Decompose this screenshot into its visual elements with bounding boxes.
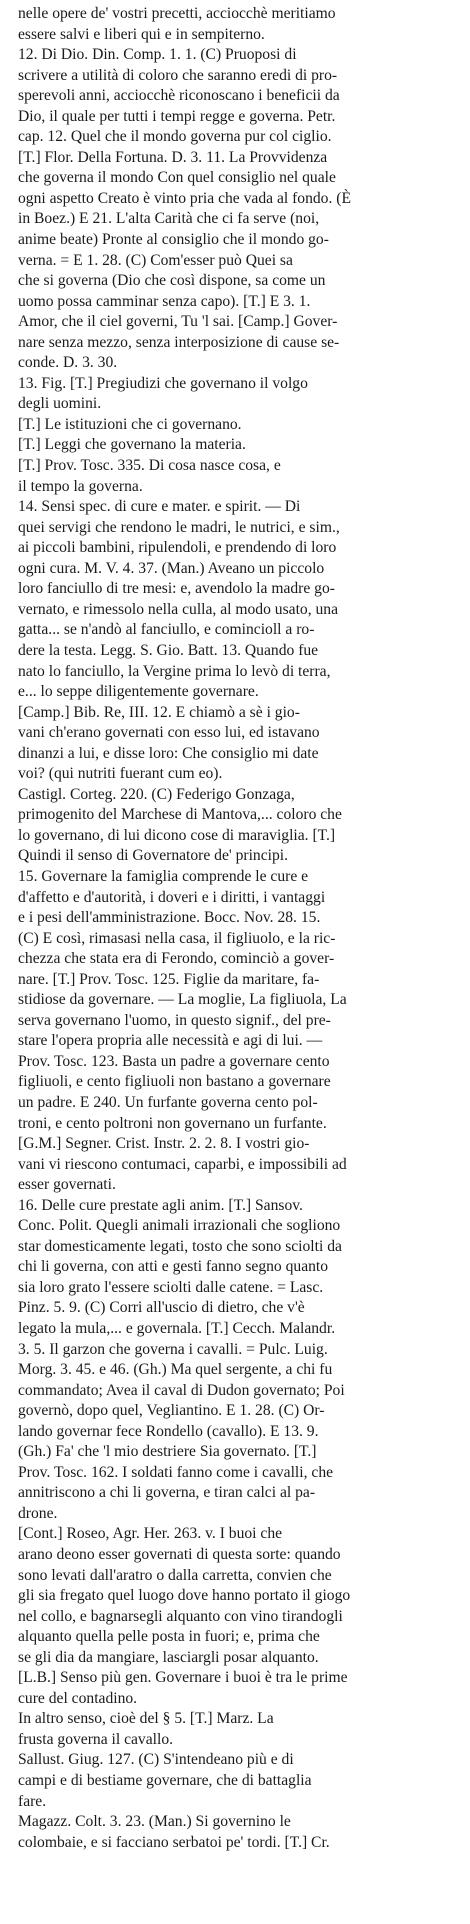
text-line: loro fanciullo di tre mesi: e, avendolo la madre go-: [18, 580, 335, 598]
text-line: se gli dia da mangiare, lasciargli posar alquanto.: [18, 1648, 319, 1666]
text-line: anime beate) Pronte al consiglio che il mondo go-: [18, 231, 329, 249]
text-line: vernato, e rimessolo nella culla, al modo usato, una: [18, 600, 339, 618]
text-line: alquanto quella pelle posta in fuori; e, prima che: [18, 1628, 320, 1646]
text-line: stare l'opera propria alle necessità e agi di lui. —: [18, 1032, 323, 1050]
text-line: che governa il mondo Con quel consiglio nel quale: [18, 169, 336, 187]
text-line: stidiose da governare. — La moglie, La figliuola, La: [18, 991, 347, 1009]
text-line: governò, dopo quel, Vegliantino. E 1. 28. (C) Or-: [18, 1402, 325, 1420]
text-line: [Cont.] Roseo, Agr. Her. 263. v. I buoi che: [18, 1525, 283, 1543]
text-line: voi? (qui nutriti fuerant cum eo).: [18, 765, 223, 783]
text-line: un padre. E 240. Un furfante governa cento pol-: [18, 1093, 318, 1111]
text-line: 15. Governare la famiglia comprende le cure e: [18, 867, 309, 885]
text-line: e i pesi dell'amministrazione. Bocc. Nov. 28. 15.: [18, 909, 321, 927]
text-line: nare senza mezzo, senza interposizione di cause se-: [18, 333, 340, 351]
text-line: quei servigi che rendono le madri, le nutrici, e sim.,: [18, 518, 340, 536]
text-line: colombaie, e si facciano serbatoi pe' tordi. [T.] Cr.: [18, 1833, 330, 1851]
text-line: Prov. Tosc. 162. I soldati fanno come i cavalli, che: [18, 1463, 334, 1481]
text-line: [T.] Flor. Della Fortuna. D. 3. 11. La Provvidenza: [18, 148, 328, 166]
text-line: gatta... se n'andò al fanciullo, e comincioll a ro-: [18, 621, 315, 639]
text-line: cap. 12. Quel che il mondo governa pur col ciglio.: [18, 128, 332, 146]
text-line: ai piccoli bambini, ripulendoli, e prendendo di loro: [18, 539, 337, 557]
text-line: gli sia fregato quel luogo dove hanno portato il giogo: [18, 1587, 351, 1605]
text-line: il tempo la governa.: [18, 477, 143, 495]
text-line: ogni cura. M. V. 4. 37. (Man.) Aveano un piccolo: [18, 559, 325, 577]
text-line: [Camp.] Bib. Re, III. 12. E chiamò a sè i gio-: [18, 703, 300, 721]
text-line: in Boez.) E 21. L'alta Carità che ci fa serve (noi,: [18, 210, 320, 228]
text-line: 14. Sensi spec. di cure e mater. e spirit. — Di: [18, 498, 301, 516]
text-line: chi li governa, con atti e gesti fanno segno quanto: [18, 1258, 329, 1276]
text-line: annitriscono a chi li governa, e tiran calci al pa-: [18, 1484, 316, 1502]
text-line: [L.B.] Senso più gen. Governare i buoi è tra le prime: [18, 1669, 348, 1687]
text-line: [G.M.] Segner. Crist. Instr. 2. 2. 8. I vostri gio-: [18, 1135, 310, 1153]
text-line: campi e di bestiame governare, che di battaglia: [18, 1772, 312, 1790]
text-line: Conc. Polit. Quegli animali irrazionali che sogliono: [18, 1217, 341, 1235]
text-line: che si governa (Dio che così dispone, sa come un: [18, 272, 326, 290]
text-line: figliuoli, e cento figliuoli non bastano a governare: [18, 1073, 331, 1091]
text-line: degli uomini.: [18, 395, 102, 413]
text-line: cure del contadino.: [18, 1689, 138, 1707]
text-line: Sallust. Giug. 127. (C) S'intendeano più e di: [18, 1751, 294, 1769]
text-line: nare. [T.] Prov. Tosc. 125. Figlie da maritare, fa-: [18, 970, 320, 988]
text-line: ogni aspetto Creato è vinto pria che vada al fondo. (È: [18, 189, 351, 207]
text-line: conde. D. 3. 30.: [18, 354, 118, 372]
text-line: verna. = E 1. 28. (C) Com'esser può Quei sa: [18, 251, 293, 269]
text-line: frusta governa il cavallo.: [18, 1730, 174, 1748]
text-line: d'affetto e d'autorità, i doveri e i diritti, i vantaggi: [18, 888, 326, 906]
text-line: lando governar fece Rondello (cavallo). E 13. 9.: [18, 1422, 319, 1440]
text-line: dinanzi a lui, e disse loro: Che consiglio mi date: [18, 744, 319, 762]
text-line: Dio, il quale per tutti i tempi regge e governa. Petr.: [18, 107, 336, 125]
text-line: (C) E così, rimasasi nella casa, il figliuolo, e la ric-: [18, 929, 336, 947]
text-line: drone.: [18, 1504, 58, 1522]
text-line: star domesticamente legati, tosto che sono sciolti da: [18, 1237, 342, 1255]
text-line: sperevoli anni, acciocchè riconoscano i beneficii da: [18, 87, 340, 105]
text-line: troni, e cento poltroni non governano un furfante.: [18, 1114, 327, 1132]
text-line: [T.] Prov. Tosc. 335. Di cosa nasce cosa, e: [18, 457, 281, 475]
text-line: Quindi il senso di Governatore de' principi.: [18, 847, 289, 865]
text-line: nel collo, e bagnarsegli alquanto con vino tirandogli: [18, 1607, 343, 1625]
text-line: Amor, che il ciel governi, Tu 'l sai. [Camp.] Gover-: [18, 313, 338, 331]
text-line: [T.] Le istituzioni che ci governano.: [18, 415, 242, 433]
text-line: [T.] Leggi che governano la materia.: [18, 436, 246, 454]
text-line: Pinz. 5. 9. (C) Corri all'uscio di dietro, che v'è: [18, 1299, 305, 1317]
text-line: arano deono esser governati di questa sorte: quando: [18, 1546, 341, 1564]
text-line: Prov. Tosc. 123. Basta un padre a governare cento: [18, 1052, 330, 1070]
text-line: Morg. 3. 45. e 46. (Gh.) Ma quel sergente, a chi fu: [18, 1361, 333, 1379]
text-line: 16. Delle cure prestate agli anim. [T.] Sansov.: [18, 1196, 303, 1214]
text-line: e... lo seppe diligentemente governare.: [18, 683, 259, 701]
text-line: dere la testa. Legg. S. Gio. Batt. 13. Quando fue: [18, 641, 319, 659]
text-line: fare.: [18, 1792, 47, 1810]
text-line: 12. Di Dio. Din. Comp. 1. 1. (C) Pruoposi di: [18, 46, 297, 64]
text-line: In altro senso, cioè del § 5. [T.] Marz. La: [18, 1710, 274, 1728]
text-line: lo governano, di lui dicono cose di maraviglia. [T.]: [18, 826, 336, 844]
text-line: nelle opere de' vostri precetti, acciocchè meritiamo: [18, 5, 336, 22]
text-line: chezza che stata era di Ferondo, cominciò a gover-: [18, 950, 335, 968]
text-line: (Gh.) Fa' che 'l mio destriere Sia governato. [T.]: [18, 1443, 317, 1461]
text-line: essere salvi e liberi qui e in sempiterno.: [18, 25, 265, 43]
text-line: serva governano l'uomo, in questo signif., del pre-: [18, 1011, 331, 1029]
text-line: legato la mula,... e governala. [T.] Cecch. Malandr.: [18, 1320, 336, 1337]
text-line: 13. Fig. [T.] Pregiudizi che governano il volgo: [18, 374, 308, 392]
text-line: Magazz. Colt. 3. 23. (Man.) Si governino le: [18, 1813, 291, 1831]
text-line: commandato; Avea il caval di Dudon governato; Poi: [18, 1381, 345, 1399]
text-line: Castigl. Corteg. 220. (C) Federigo Gonzaga,: [18, 785, 295, 803]
text-line: scrivere a utilità di coloro che saranno eredi di pro-: [18, 66, 338, 84]
text-line: 3. 5. Il garzon che governa i cavalli. = Pulc. Luig.: [18, 1340, 328, 1358]
text-line: sono levati dall'aratro o dalla carretta, convien che: [18, 1566, 332, 1584]
text-line: esser governati.: [18, 1176, 116, 1194]
text-line: primogenito del Marchese di Mantova,... coloro che: [18, 806, 342, 824]
text-line: nato lo fanciullo, la Vergine prima lo levò di terra,: [18, 662, 331, 680]
text-line: uomo possa camminar senza capo). [T.] E 3. 1.: [18, 292, 311, 310]
text-line: vani vi riescono contumaci, caparbi, e impossibili ad: [18, 1155, 347, 1173]
text-line: sia loro grato l'essere sciolti dalle catene. = Lasc.: [18, 1278, 324, 1296]
text-line: vani ch'erano governati con esso lui, ed istavano: [18, 724, 320, 742]
